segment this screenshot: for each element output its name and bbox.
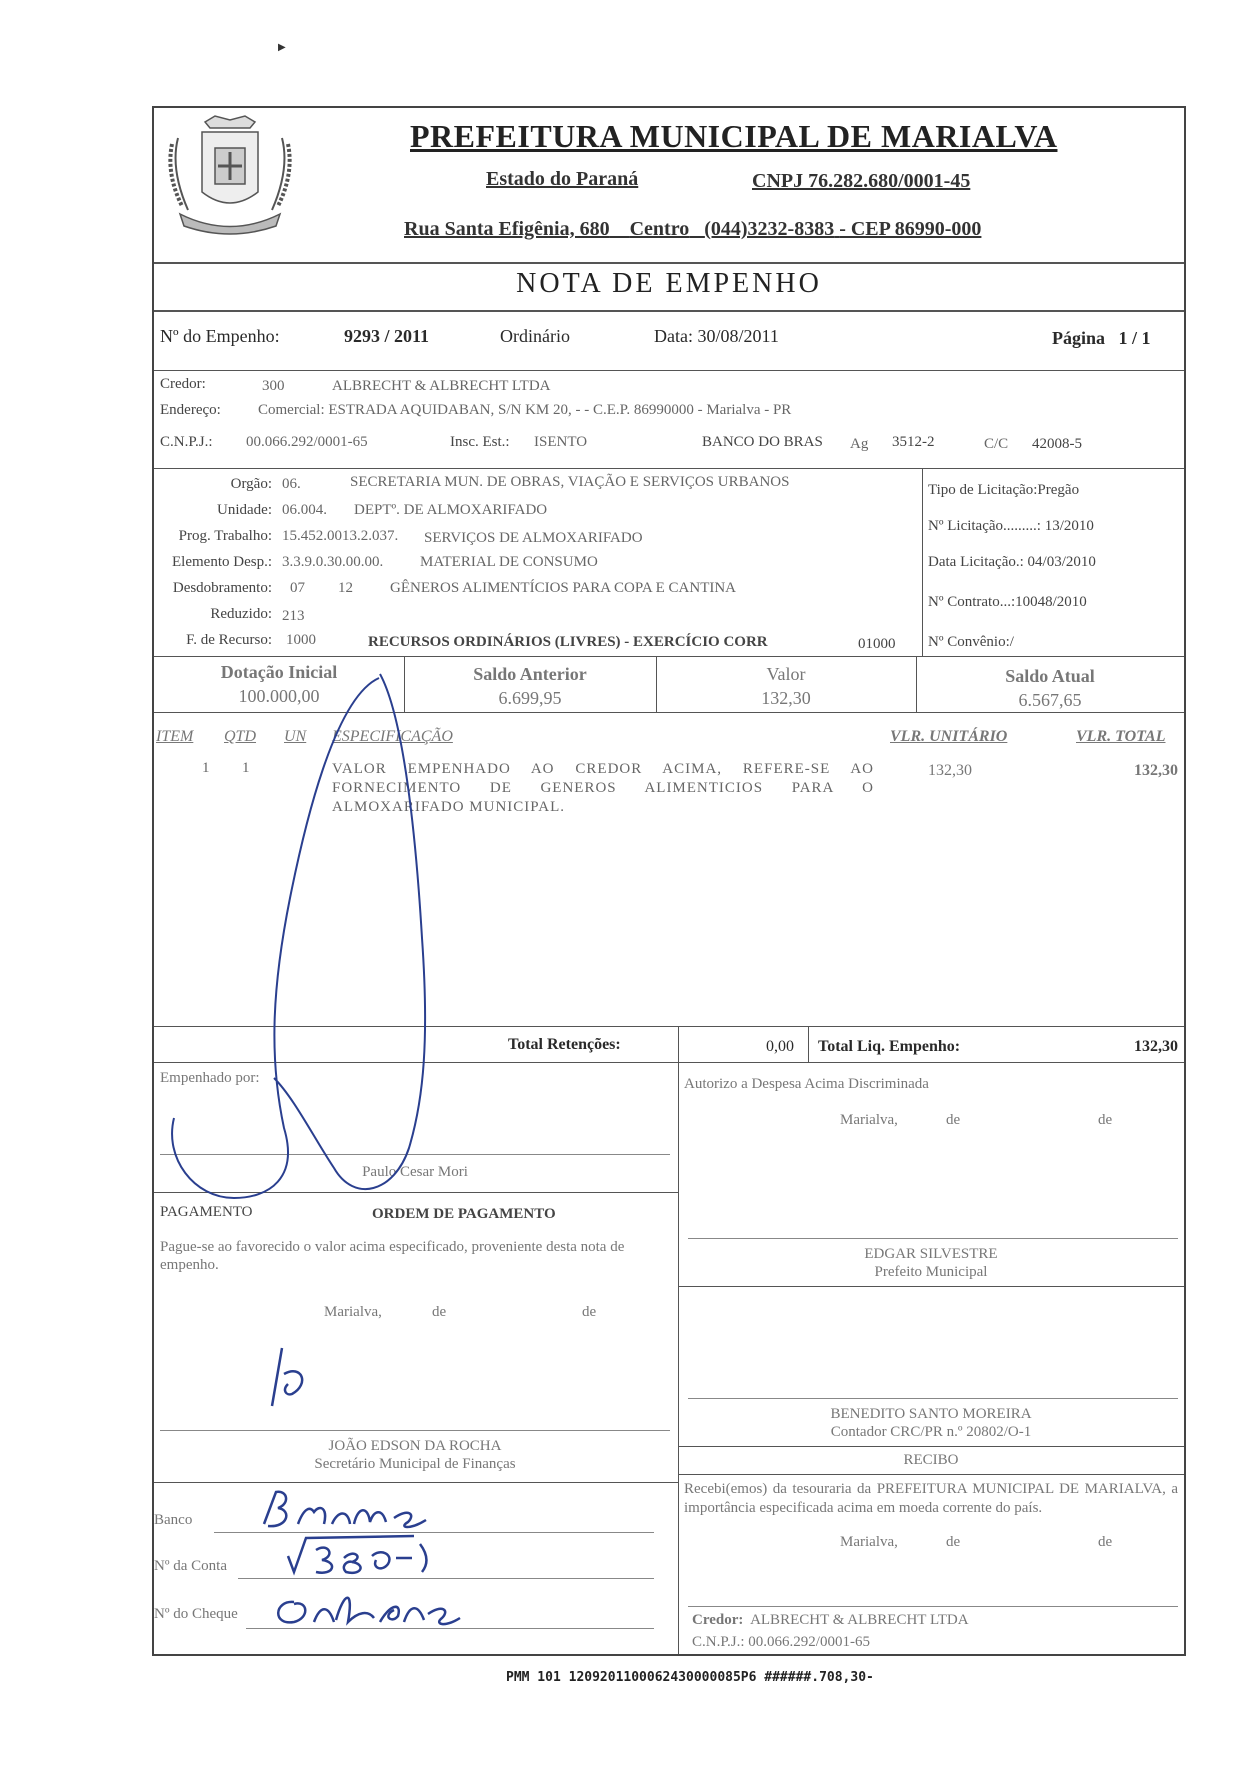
autorizo-de2: de bbox=[1098, 1112, 1113, 1128]
banco: BANCO DO BRAS bbox=[702, 434, 823, 450]
cep: - CEP 86990-000 bbox=[839, 218, 982, 240]
saldo-anterior-value: 6.699,95 bbox=[498, 688, 562, 708]
col-un: UN bbox=[284, 728, 307, 745]
pagina-label: Página bbox=[1052, 328, 1106, 348]
ordem-texto: Pague-se ao favorecido o valor acima especificado, proveniente desta nota de empenho. bbox=[160, 1239, 625, 1273]
empenho-data bbox=[654, 326, 779, 347]
data-licitacao: Data Licitação.: 04/03/2010 bbox=[928, 554, 1096, 570]
prog-codigo: 15.452.0013.2.037. bbox=[282, 528, 399, 544]
cc-label: C/C bbox=[984, 436, 1009, 452]
credor-label: Credor: bbox=[160, 376, 206, 392]
saldo-atual-value: 6.567,65 bbox=[1018, 690, 1082, 710]
handwritten-signature bbox=[154, 658, 454, 1278]
pagina-value: 1 / 1 bbox=[1118, 328, 1151, 348]
conta-corrente: 42008-5 bbox=[1032, 436, 1082, 452]
elemento-codigo: 3.3.9.0.30.00.00. bbox=[282, 554, 384, 570]
divider bbox=[678, 1286, 1184, 1287]
col-item: ITEM bbox=[156, 728, 194, 745]
recibo-de2: de bbox=[1098, 1534, 1113, 1550]
valor-label: Valor bbox=[766, 664, 806, 684]
divider bbox=[678, 1446, 1184, 1447]
credor-codigo: 300 bbox=[262, 378, 285, 394]
divider bbox=[154, 656, 1184, 657]
numero-licitacao: Nº Licitação.........: 13/2010 bbox=[928, 518, 1094, 534]
empenho-tipo: Ordinário bbox=[500, 326, 570, 346]
saldo-anterior-label: Saldo Anterior bbox=[473, 664, 587, 684]
responsavel-nome: Paulo Cesar Mori bbox=[362, 1164, 468, 1180]
elemento-desc: MATERIAL DE CONSUMO bbox=[420, 554, 598, 570]
recibo-cnpj-label: C.N.P.J.: bbox=[692, 1634, 745, 1650]
item-vlr-unitario: 132,30 bbox=[928, 762, 972, 779]
col-vlr-unitario: VLR. UNITÁRIO bbox=[890, 728, 1008, 745]
unidade-codigo: 06.004. bbox=[282, 502, 327, 518]
col-qtd: QTD bbox=[224, 728, 257, 745]
divider bbox=[678, 1474, 1184, 1475]
rua: Rua Santa Efigênia, 680 bbox=[404, 218, 610, 240]
insc-label: Insc. Est.: bbox=[450, 434, 510, 450]
bairro: Centro bbox=[629, 218, 690, 240]
pagamento-label: PAGAMENTO bbox=[160, 1204, 253, 1220]
total-retencoes-value: 0,00 bbox=[766, 1038, 794, 1055]
divider bbox=[154, 1482, 678, 1483]
recibo-de1: de bbox=[946, 1534, 961, 1550]
pagamento-de2: de bbox=[582, 1304, 597, 1320]
estado-label: Estado do Paraná bbox=[486, 168, 639, 190]
cnpj-prefeitura: CNPJ 76.282.680/0001-45 bbox=[752, 170, 971, 192]
handwritten-initials bbox=[262, 1344, 332, 1414]
empenho-number: 9293 / 2011 bbox=[344, 326, 430, 346]
data-value: 30/08/2011 bbox=[697, 326, 779, 346]
scan-speck: ▶ bbox=[278, 42, 286, 53]
unidade-label: Unidade: bbox=[217, 502, 272, 518]
ordem-pagamento: ORDEM DE PAGAMENTO bbox=[372, 1206, 556, 1222]
divider bbox=[678, 1026, 679, 1062]
pagina bbox=[1052, 328, 1151, 349]
item-qtd: 1 bbox=[242, 760, 250, 776]
nota-empenho-document bbox=[152, 106, 1186, 1656]
credor-endereco: Comercial: ESTRADA AQUIDABAN, S/N KM 20, - - C.E.P. 86990000 - Marialva - PR bbox=[258, 402, 792, 418]
divider bbox=[154, 310, 1184, 312]
autorizo-texto: Autorizo a Despesa Acima Discriminada bbox=[684, 1076, 929, 1092]
desdob-b: 12 bbox=[338, 580, 353, 596]
col-espec: ESPECIFICAÇÃO bbox=[332, 728, 453, 745]
prefeito-nome: EDGAR SILVESTRE bbox=[864, 1246, 998, 1262]
recurso-label: F. de Recurso: bbox=[186, 632, 272, 648]
divider bbox=[154, 468, 1184, 469]
desdob-label: Desdobramento: bbox=[172, 580, 272, 596]
insc-value: ISENTO bbox=[534, 434, 588, 450]
saldo-atual-label: Saldo Atual bbox=[1005, 666, 1095, 686]
secretario-cargo: Secretário Municipal de Finanças bbox=[314, 1456, 516, 1472]
reduzido-value: 213 bbox=[282, 608, 305, 624]
col-vlr-total: VLR. TOTAL bbox=[1076, 728, 1166, 745]
prefeito-cargo: Prefeito Municipal bbox=[874, 1264, 988, 1280]
agencia: 3512-2 bbox=[892, 434, 935, 450]
recibo-cnpj bbox=[692, 1634, 870, 1651]
credor-nome: ALBRECHT & ALBRECHT LTDA bbox=[332, 378, 551, 394]
orgao-label: Orgão: bbox=[230, 476, 272, 492]
recibo-credor-label: Credor: bbox=[692, 1612, 744, 1628]
secretario-nome: JOÃO EDSON DA ROCHA bbox=[328, 1438, 502, 1454]
autorizo-cidade: Marialva, bbox=[840, 1112, 898, 1128]
recibo-cnpj-value: 00.066.292/0001-65 bbox=[748, 1634, 870, 1650]
prog-label: Prog. Trabalho: bbox=[178, 528, 272, 544]
document-title: NOTA DE EMPENHO bbox=[516, 268, 822, 299]
total-liquido-label: Total Liq. Empenho: bbox=[818, 1038, 961, 1055]
total-retencoes-label: Total Retenções: bbox=[508, 1036, 621, 1053]
valor-value: 132,30 bbox=[761, 688, 811, 708]
footer-code: PMM 101 1209201100062430000085P6 ######.708,30- bbox=[506, 1670, 874, 1685]
conta-label: Nº da Conta bbox=[154, 1558, 227, 1574]
numero-convenio: Nº Convênio:/ bbox=[928, 634, 1014, 650]
total-liquido-value: 132,30 bbox=[1134, 1038, 1178, 1055]
empenhado-por-label: Empenhado por: bbox=[160, 1070, 260, 1086]
orgao-desc: SECRETARIA MUN. DE OBRAS, VIAÇÃO E SERVIÇOS URBANOS bbox=[350, 474, 790, 490]
endereco-prefeitura bbox=[404, 218, 981, 241]
signature-line bbox=[688, 1238, 1178, 1239]
prog-desc: SERVIÇOS DE ALMOXARIFADO bbox=[424, 530, 643, 546]
banco-label: Banco bbox=[154, 1512, 193, 1528]
handwritten-banco bbox=[258, 1484, 438, 1534]
divider bbox=[154, 370, 1184, 371]
signature-line bbox=[688, 1398, 1178, 1399]
endereco-label: Endereço: bbox=[160, 402, 221, 418]
tipo-licitacao: Tipo de Licitação:Pregão bbox=[928, 482, 1080, 498]
recibo-credor bbox=[692, 1612, 969, 1629]
credor-cnpj: 00.066.292/0001-65 bbox=[246, 434, 368, 450]
recibo-texto: Recebi(emos) da tesouraria da PREFEITURA MUNICIPAL DE MARIALVA, a importância especificada acima em moeda corrente do país. bbox=[684, 1481, 1178, 1516]
dotacao-inicial-value: 100.000,00 bbox=[238, 686, 320, 706]
orgao-codigo: 06. bbox=[282, 476, 301, 492]
recibo-credor-nome: ALBRECHT & ALBRECHT LTDA bbox=[750, 1612, 969, 1628]
autorizo-de1: de bbox=[946, 1112, 961, 1128]
pagamento-de1: de bbox=[432, 1304, 447, 1320]
divider bbox=[154, 262, 1184, 264]
reduzido-label: Reduzido: bbox=[210, 606, 272, 622]
desdob-desc: GÊNEROS ALIMENTÍCIOS PARA COPA E CANTINA bbox=[390, 580, 737, 596]
cheque-label: Nº do Cheque bbox=[154, 1606, 238, 1622]
numero-contrato: Nº Contrato...:10048/2010 bbox=[928, 594, 1087, 610]
item-vlr-total: 132,30 bbox=[1134, 762, 1178, 779]
empenho-number-label: Nº do Empenho: bbox=[160, 326, 280, 346]
item-number: 1 bbox=[202, 760, 210, 776]
cnpj-label: C.N.P.J.: bbox=[160, 434, 213, 450]
coat-of-arms-logo bbox=[160, 114, 300, 244]
prefeitura-title: PREFEITURA MUNICIPAL DE MARIALVA bbox=[410, 118, 1058, 154]
divider bbox=[678, 1062, 679, 1654]
recibo-cidade: Marialva, bbox=[840, 1534, 898, 1550]
recurso-codigo: 1000 bbox=[286, 632, 316, 648]
divider bbox=[808, 1026, 809, 1062]
handwritten-cheque bbox=[264, 1582, 464, 1632]
signature-line bbox=[688, 1606, 1178, 1607]
recibo-label: RECIBO bbox=[903, 1452, 959, 1468]
contador-cargo: Contador CRC/PR n.º 20802/O-1 bbox=[830, 1424, 1032, 1440]
unidade-desc: DEPTº. DE ALMOXARIFADO bbox=[354, 502, 548, 518]
handwritten-conta bbox=[284, 1532, 434, 1582]
ag-label: Ag bbox=[850, 436, 869, 452]
pagamento-cidade: Marialva, bbox=[324, 1304, 382, 1320]
desdob-a: 07 bbox=[290, 580, 305, 596]
dotacao-inicial-label: Dotação Inicial bbox=[220, 662, 338, 682]
divider bbox=[922, 468, 923, 656]
recurso-desc: RECURSOS ORDINÁRIOS (LIVRES) - EXERCÍCIO CORR bbox=[368, 634, 768, 650]
item-especificacao: VALOR EMPENHADO AO CREDOR ACIMA, REFERE-SE AO FORNECIMENTO DE GENEROS ALIMENTICIOS PARA O ALMOXARIFADO MUNICIPAL. bbox=[332, 761, 874, 815]
telefone: (044)3232-8383 bbox=[704, 218, 835, 240]
contador-nome: BENEDITO SANTO MOREIRA bbox=[830, 1406, 1032, 1422]
recurso-cod: 01000 bbox=[858, 636, 896, 652]
data-label: Data: bbox=[654, 326, 693, 346]
elemento-label: Elemento Desp.: bbox=[172, 554, 272, 570]
signature-line bbox=[160, 1430, 670, 1431]
